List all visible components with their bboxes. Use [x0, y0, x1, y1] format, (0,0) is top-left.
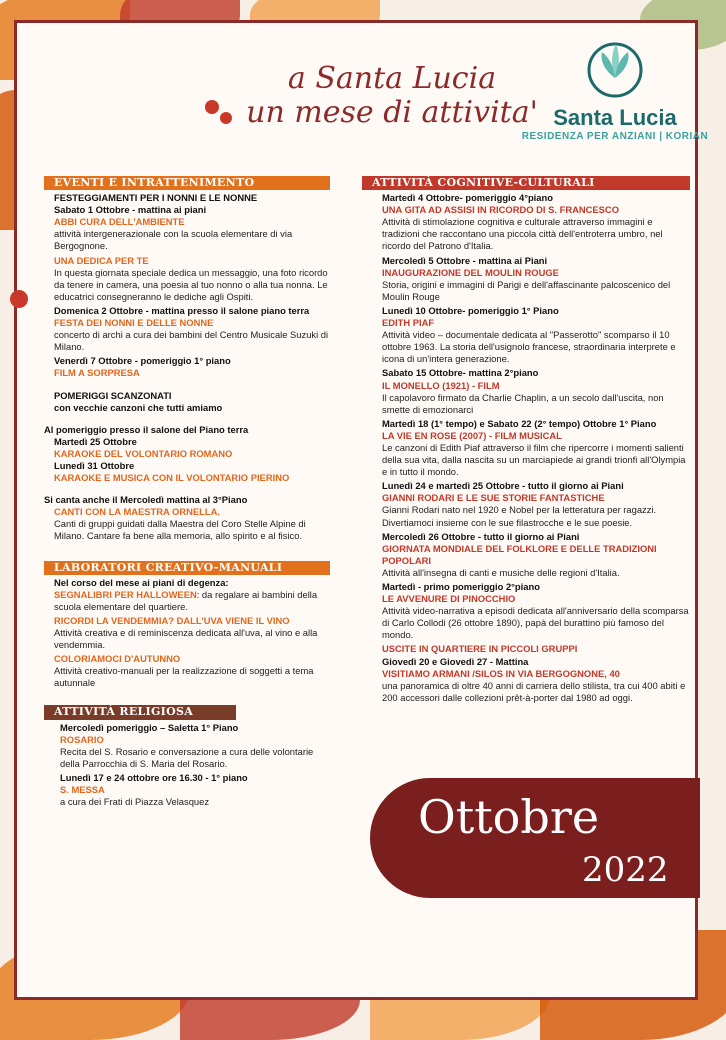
berry-icon — [220, 112, 232, 124]
activity-text: una panoramica di oltre 40 anni di carriera dello stilista, tra cui 400 abiti e 200 accessori dalle collezioni prêt-à-porter dal 1980 ad oggi. — [382, 679, 686, 703]
activity-date: Mercoledì 26 Ottobre - tutto il giorno ai Piani — [382, 530, 580, 542]
event-date: Martedì 25 Ottobre — [54, 435, 137, 447]
activity-date: Mercoledì 5 Ottobre - mattina ai Piani — [382, 254, 548, 266]
activity-date: Lunedì 24 e martedì 25 Ottobre - tutto il giorno ai Piani — [382, 480, 624, 492]
activity-date: Martedì 4 Ottobre- pomeriggio 4°piano — [382, 192, 553, 204]
event-text: con vecchie canzoni che tutti amiamo — [54, 401, 223, 413]
workshop-title: RICORDI LA VENDEMMIA? DALL'UVA VIENE IL VINO — [54, 614, 290, 626]
religious-title: S. MESSA — [60, 784, 105, 796]
left-column — [44, 176, 330, 810]
event-text: concerto di archi a cura dei bambini del Centro Musicale Suzuki di Milano. — [54, 329, 329, 353]
activity-title: UNA GITA AD ASSISI IN RICORDO DI S. FRANCESCO — [382, 204, 619, 216]
section-band-religious: ATTIVITÀ RELIGIOSA — [44, 705, 236, 719]
activity-title: EDITH PIAF — [382, 317, 435, 329]
section-band-events: EVENTI E INTRATTENIMENTO — [44, 176, 330, 190]
event-title: KARAOKE E MUSICA CON IL VOLONTARIO PIERINO — [54, 472, 290, 484]
header-line-1: a Santa Lucia — [287, 61, 497, 96]
activity-title: GIORNATA MONDIALE DEL FOLKLORE E DELLE TRADIZIONI POPOLARI — [382, 542, 657, 566]
event-date: Venerdì 7 Ottobre - pomeriggio 1° piano — [54, 355, 231, 367]
activity-date: Giovedì 20 e Giovedì 27 - Mattina — [382, 655, 529, 667]
event-title: FILM A SORPRESA — [54, 367, 140, 379]
religious-text: a cura dei Frati di Piazza Velasquez — [60, 796, 210, 808]
event-date: Domenica 2 Ottobre - mattina presso il salone piano terra — [54, 304, 310, 316]
religious-title: ROSARIO — [60, 733, 104, 745]
month-banner — [370, 778, 700, 898]
section-band-cognitive: ATTIVITÀ COGNITIVE-CULTURALI — [362, 176, 690, 190]
event-text: In questa giornata speciale dedica un messaggio, una foto ricordo da tenere in camera, una poesia al tuo nonno o alla tua nonna. Le educatrici consegneranno le dediche agli Ospiti. — [54, 266, 328, 302]
logo-leaf-icon — [580, 38, 650, 98]
event-group-heading: FESTEGGIAMENTI PER I NONNI E LE NONNE — [54, 192, 258, 204]
workshop-text: Attività creativa e di reminiscenza dedicata all'uva, al vino e alla vendemmia. — [54, 627, 318, 651]
activity-date: Martedì 18 (1° tempo) e Sabato 22 (2° tempo) Ottobre 1° Piano — [382, 417, 657, 429]
religious-date: Lunedì 17 e 24 ottobre ore 16.30 - 1° piano — [60, 771, 248, 783]
activity-title: LE AVVENURE DI PINOCCHIO — [382, 593, 516, 605]
month-name: Ottobre — [418, 790, 600, 844]
section-band-workshops: LABORATORI CREATIVO-MANUALI — [44, 561, 330, 575]
event-date: Si canta anche il Mercoledì mattina al 3°Piano — [44, 494, 248, 506]
activity-text: Attività di stimolazione cognitiva e culturale attraverso immagini e tradizioni che raccontano una piccola città dell'entroterra umbro, nel ricordo del Patrono d'Italia. — [382, 216, 663, 252]
activity-title: VISITIAMO ARMANI /SILOS IN VIA BERGOGNONE, 40 — [382, 667, 620, 679]
workshop-title: COLORIAMOCI D'AUTUNNO — [54, 653, 181, 665]
activity-text: Storia, origini e immagini di Parigi e dell'affascinante palcoscenico del Moulin Rouge — [382, 278, 671, 302]
event-title: POMERIGGI SCANZONATI — [54, 389, 172, 401]
header-title — [242, 62, 542, 130]
activity-title: USCITE IN QUARTIERE IN PICCOLI GRUPPI — [382, 643, 578, 655]
event-intro: Al pomeriggio presso il salone del Piano terra — [44, 423, 249, 435]
activity-date: Martedì - primo pomeriggio 2°piano — [382, 581, 540, 592]
activity-text: Gianni Rodari nato nel 1920 e Nobel per la letteratura per ragazzi. Divertiamoci insieme con le sue filastrocche e le sue poesie. — [382, 504, 657, 528]
event-title: KARAOKE DEL VOLONTARIO ROMANO — [54, 447, 233, 459]
event-title: CANTI CON LA MAESTRA ORNELLA. — [54, 506, 220, 518]
event-title: ABBI CURA DELL'AMBIENTE — [54, 216, 185, 228]
berry-icon — [10, 290, 28, 308]
religious-text: Recita del S. Rosario e conversazione a cura delle volontarie della Parrocchia di S. Maria del Rosario. — [60, 745, 314, 769]
workshop-title: SEGNALIBRI PER HALLOWEEN — [54, 588, 197, 600]
activity-title: GIANNI RODARI E LE SUE STORIE FANTASTICHE — [382, 492, 605, 504]
workshop-text: Attività creativo-manuali per la realizzazione di soggetti a tema autunnale — [54, 665, 314, 689]
workshop-intro: Nel corso del mese ai piani di degenza: — [54, 576, 229, 588]
workshop-text: : da regalare ai bambini della scuola elementare del quartiere. — [54, 588, 318, 612]
event-date: Lunedì 31 Ottobre — [54, 459, 135, 471]
right-column — [362, 176, 690, 706]
activity-text: Le canzoni di Edith Piaf attraverso il film che ripercorre i momenti salienti della sua vita, dalla nascita su un marciapiede ai grandi trionfi all'Olympia e in tutto il mondo. — [382, 441, 686, 478]
activity-text: Attività video-narrativa a episodi dedicata all'anniversario della scomparsa di Carlo Collodi (26 ottobre 1890), papà del burattino più famoso del mondo. — [382, 605, 689, 641]
activity-title: LA VIE EN ROSE (2007) - FILM MUSICAL — [382, 429, 562, 441]
event-text: Canti di gruppi guidati dalla Maestra del Coro Stelle Alpine di Milano. Cantare fa bene alla memoria, allo spirito e al fisico. — [54, 518, 306, 542]
activity-text: Il capolavoro firmato da Charlie Chaplin, a un secolo dall'uscita, non smette di emozionarci — [382, 391, 664, 415]
activity-date: Sabato 15 Ottobre- mattina 2°piano — [382, 367, 539, 379]
activity-title: IL MONELLO (1921) - FILM — [382, 379, 500, 391]
activity-date: Lunedì 10 Ottobre- pomeriggio 1° Piano — [382, 304, 559, 316]
activity-text: Attività video – documentale dedicata al "Passerotto" scomparso il 10 ottobre 1963. La storia dell'usignolo francese, straordinaria interprete e icona di un'intera generazione. — [382, 329, 676, 365]
religious-date: Mercoledì pomeriggio – Saletta 1° Piano — [60, 721, 239, 733]
logo-name: Santa Lucia — [553, 105, 677, 130]
event-title: UNA DEDICA PER TE — [54, 254, 149, 266]
logo-subtitle: RESIDENZA PER ANZIANI | KORIAN — [521, 131, 709, 142]
activity-title: INAUGURAZIONE DEL MOULIN ROUGE — [382, 266, 559, 278]
event-title: FESTA DEI NONNI E DELLE NONNE — [54, 317, 214, 329]
santa-lucia-logo — [520, 38, 710, 142]
header-line-2: un mese di attivita' — [246, 95, 538, 130]
event-text: attività intergenerazionale con la scuola elementare di via Bergognone. — [54, 228, 293, 252]
berry-icon — [205, 100, 219, 114]
event-date: Sabato 1 Ottobre - mattina ai piani — [54, 204, 207, 216]
activity-text: Attività all'insegna di canti e musiche delle regioni d'Italia. — [382, 566, 620, 578]
month-year: 2022 — [582, 850, 669, 890]
